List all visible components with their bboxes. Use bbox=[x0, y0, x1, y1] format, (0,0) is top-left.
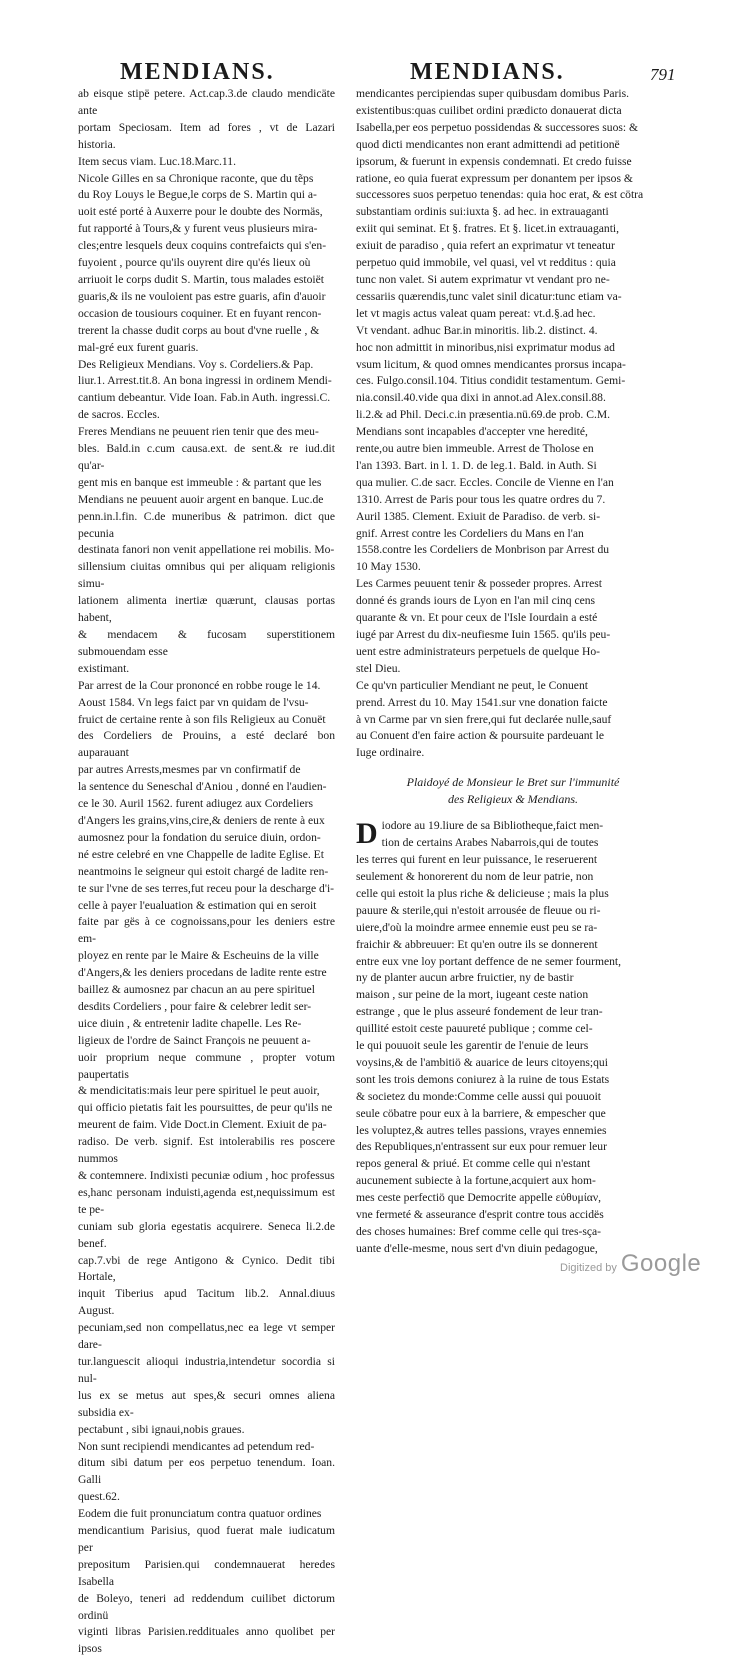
right-column-text bbox=[356, 86, 670, 762]
right-column-line: au Conuent d'en faire action & poursuite pardeuant le bbox=[356, 729, 605, 743]
right-column-line: 1558.contre les Cordeliers de Monbrison par Arrest du bbox=[356, 543, 610, 557]
digitized-by-text: Digitized by bbox=[560, 1262, 617, 1274]
google-digitized-watermark bbox=[560, 1250, 701, 1278]
left-column-line: des Cordeliers de Prouins, a esté declaré bon auparauant bbox=[78, 729, 335, 760]
left-column-line: cap.7.vbi de rege Antigono & Cynico. Dedit tibi Hortale, bbox=[78, 1253, 335, 1284]
left-column-line: te sur l'vne de ses terres,fut receu pour la descharge d'i- bbox=[78, 881, 335, 895]
left-column-line: & mendicitatis:mais leur pere spirituel le peut auoir, bbox=[78, 1084, 320, 1098]
plaidoye-line: iodore au 19.liure de sa Bibliotheque,faict men- bbox=[381, 819, 604, 833]
left-column-line: sillensium ciuitas omnibus qui per aliquam religionis simu- bbox=[78, 560, 335, 591]
plaidoye-line: aucunement subiecte à la fortune,acquiert aux hom- bbox=[356, 1174, 596, 1188]
right-column-line: Isabella,per eos perpetuo possidendas & successores suos: & bbox=[356, 120, 639, 134]
plaidoye-line: seule cöbatre pour eux à la barriere, & empescher que bbox=[356, 1106, 606, 1120]
left-column-line: d'Angers les grains,vins,cire,& deniers de rente à eux bbox=[78, 813, 325, 827]
left-column-line: tur.languescit alioqui industria,intendetur socordia si nul- bbox=[78, 1354, 335, 1385]
left-column-line: cles;entre lesquels deux coquins contrefaicts qui s'en- bbox=[78, 239, 327, 253]
right-column-line: hoc non admittit in minoribus,nisi exprimatur modus ad bbox=[356, 340, 615, 354]
left-column-line: portam Speciosam. Item ad fores , vt de Lazari historia. bbox=[78, 120, 335, 151]
right-column-line: l'an 1393. Bart. in l. 1. D. de leg.1. Bald. in Auth. Si bbox=[356, 458, 597, 472]
left-column-line: occasion de tousiours coquiner. Et en fuyant rencon- bbox=[78, 306, 322, 320]
right-column-line: tunc non valet. Si autem exprimatur vt vendant pro ne- bbox=[356, 272, 610, 286]
right-column-line: uent estre administrateurs perpetuels de quelque Ho- bbox=[356, 644, 601, 658]
left-column-line: trerent la chasse dudit corps au bout d'vne ruelle , & bbox=[78, 323, 320, 337]
left-column-line: es,hanc personam induisti,agenda est,nequissimum est te pe- bbox=[78, 1185, 335, 1216]
left-column-line: par autres Arrests,mesmes par vn confirmatif de bbox=[78, 763, 301, 777]
left-column-line: meurent de faim. Vide Doct.in Clement. Exiuit de pa- bbox=[78, 1118, 327, 1132]
right-column-line: mendicantes percipiendas super quibusdam domibus Paris. bbox=[356, 87, 630, 100]
plaidoye-line: le qui pouuoit seule les garentir de l'enuie de leurs bbox=[356, 1039, 589, 1053]
right-column-line: Auril 1385. Clement. Exiuit de Paradiso. de verb. si- bbox=[356, 509, 601, 523]
left-column-line: arriuoit le corps dudit S. Martin, tous malades estoiët bbox=[78, 272, 324, 286]
right-column-line: exiit qui seminat. Et §. fratres. Et §. licet.in extrauaganti, bbox=[356, 222, 620, 236]
page-number: 791 bbox=[650, 65, 676, 84]
left-column-line: baillez & aumosnez par chacun an au pere spirituel bbox=[78, 983, 315, 997]
right-column-line: cessariis quærendis,tunc valet sinil dicatur:tunc etiam va- bbox=[356, 289, 622, 303]
plaidoye-line: vne fermeté & asseurance d'esprit contre tous accidës bbox=[356, 1208, 604, 1222]
right-column-line: ipsorum, & fuerunt in expensis condemnati. Et credo fuisse bbox=[356, 154, 632, 168]
left-column-line: uice diuin , & entretenir ladite chapelle. Les Re- bbox=[78, 1016, 302, 1030]
plaidoye-line: des choses humaines: Bref comme celle qui tres-sça- bbox=[356, 1225, 601, 1238]
right-column-line: donné és grands iours de Lyon en l'an mil cinq cens bbox=[356, 594, 596, 608]
plaidoye-line: estrange , que le plus asseuré fondement de leur tran- bbox=[356, 1005, 603, 1019]
left-column-line: penn.in.l.fin. C.de muneribus & patrimon. dict que pecunia bbox=[78, 509, 335, 540]
right-column-line: gnif. Arrest contre les Cordeliers du Mans en l'an bbox=[356, 526, 584, 540]
left-column-line: Mendians ne peuuent auoir argent en banque. Luc.de bbox=[78, 492, 324, 506]
left-column-line: bles. Bald.in c.cum causa.ext. de sent.& re iud.dit qu'ar- bbox=[78, 442, 335, 472]
right-column-line: existentibus:quas cuilibet ordini prædicto donauerat dicta bbox=[356, 103, 622, 117]
right-column-line: prend. Arrest du 10. May 1541.sur vne donation faicte bbox=[356, 695, 608, 709]
plaidoye-line: maison , sur peine de la mort, iugeant ceste nation bbox=[356, 988, 589, 1002]
left-column-line: Nicole Gilles en sa Chronique raconte, que du tẽps bbox=[78, 171, 314, 185]
right-column-line: li.2.& ad Phil. Deci.c.in præsentia.nü.69.de prob. C.M. bbox=[356, 408, 611, 422]
left-column-line: uoir proprium neque commune , propter votum paupertatis bbox=[78, 1050, 335, 1081]
plaidoye-line: entre eux vne loy portant deffence de ne semer fourment, bbox=[356, 954, 622, 968]
left-column-line: Freres Mendians ne peuuent rien tenir que des meu- bbox=[78, 425, 319, 439]
left-column-line: Item secus viam. Luc.18.Marc.11. bbox=[78, 154, 236, 168]
right-column-line: ces. Fulgo.consil.104. Titius condidit testamentum. Gemi- bbox=[356, 374, 626, 388]
right-running-head: MENDIANS. bbox=[410, 59, 565, 85]
plaidoye-line: repos general & priué. Et comme celle qui n'estant bbox=[356, 1157, 591, 1171]
section-title-line-1: Plaidoyé de Monsieur le Bret sur l'immunité bbox=[406, 775, 620, 790]
right-column-line: substantiam ordinis sui:iuxta §. ad hec. in extrauaganti bbox=[356, 205, 609, 219]
right-column-line: successores suos perpetuo tenendas: quia hoc erat, & est cötra bbox=[356, 188, 644, 202]
plaidoye-line: & societez du monde:Comme celle aussi qui pouuoit bbox=[356, 1089, 602, 1103]
right-column-line: Iuge ordinaire. bbox=[356, 746, 425, 760]
plaidoye-line: les voluptez,& autres telles passions, vrayes ennemies bbox=[356, 1123, 607, 1137]
left-column-line: ab eisque stipë petere. Act.cap.3.de claudo mendicäte ante bbox=[78, 87, 335, 117]
right-column-line: qua mulier. C.de sacr. Eccles. Concile de Vienne en l'an bbox=[356, 475, 614, 489]
left-column-line: lationem alimenta inertiæ quærunt, clausas portas habent, bbox=[78, 594, 335, 625]
left-column-line: & mendacem & fucosam superstitionem submouendam esse bbox=[78, 628, 335, 658]
left-column-text bbox=[78, 86, 335, 1658]
left-column-line: qui officio pietatis fait les poursuittes, de peur qu'ils ne bbox=[78, 1101, 333, 1115]
left-column-line: Des Religieux Mendians. Voy s. Cordeliers.& Pap. bbox=[78, 357, 314, 371]
left-column-line: Non sunt recipiendi mendicantes ad petendum red- bbox=[78, 1439, 315, 1453]
right-column-line: Mendians sont incapables d'accepter vne heredité, bbox=[356, 425, 588, 439]
left-column-line: existimant. bbox=[78, 661, 130, 675]
right-column-line: exiuit de paradiso , quia refert an exprimatur vt teneatur bbox=[356, 239, 615, 253]
plaidoye-line: voysins,& de l'ambitiö & auarice de leurs citoyens;qui bbox=[356, 1055, 608, 1069]
left-column-line: uoit esté porté à Auxerre pour le doubte des Normäs, bbox=[78, 205, 323, 219]
section-title bbox=[356, 774, 670, 808]
right-column-line: 1310. Arrest de Paris pour tous les quatre ordres du 7. bbox=[356, 492, 606, 506]
plaidoye-line: pauure & sterile,qui n'estoit arrousée de fleuue ou ri- bbox=[356, 903, 601, 917]
left-column-line: gent mis en banque est immeuble : & partant que les bbox=[78, 475, 322, 489]
left-running-head: MENDIANS. bbox=[120, 59, 275, 85]
left-column-line: & contemnere. Indixisti pecuniæ odium , hoc professus bbox=[78, 1169, 335, 1182]
left-column-line: pectabunt , sibi ignaui,nobis graues. bbox=[78, 1422, 245, 1436]
plaidoye-line: quillité estoit ceste pauureté publique ; comme cel- bbox=[356, 1022, 593, 1036]
right-column-line: rente,ou autre bien immeuble. Arrest de Tholose en bbox=[356, 442, 594, 456]
left-column-line: lus ex se metus aut spes,& securi omnes aliena subsidia ex- bbox=[78, 1388, 335, 1419]
left-column-line: celle à payer l'eualuation & estimation qui en seroit bbox=[78, 898, 317, 912]
right-column-line: à vn Carme par vn sien frere,qui fut declarée nulle,sauf bbox=[356, 712, 612, 726]
left-column-line: viginti libras Parisien.reddituales anno quolibet per ipsos bbox=[78, 1625, 335, 1656]
left-column-line: du Roy Louys le Begue,le corps de S. Martin qui a- bbox=[78, 188, 317, 202]
right-column-line: perpetuo quid immobile, vel quasi, vel vt redditus : quia bbox=[356, 256, 616, 270]
left-column-line: inquit Tiberius apud Tacitum lib.2. Annal.diuus August. bbox=[78, 1287, 335, 1318]
right-column-line: 10 May 1530. bbox=[356, 560, 421, 574]
right-column-line: stel Dieu. bbox=[356, 661, 401, 675]
left-column-line: cantium debeantur. Vide Ioan. Fab.in Auth. ingressi.C. bbox=[78, 391, 331, 405]
left-column-line: fut rapporté à Tours,& y furent veus plusieurs mira- bbox=[78, 222, 318, 236]
left-column-line: prepositum Parisien.qui condemnauerat heredes Isabella bbox=[78, 1557, 335, 1588]
left-column-line: pecuniam,sed non compellatus,nec ea lege vt semper dare- bbox=[78, 1321, 335, 1352]
plaidoye-text bbox=[356, 818, 670, 1258]
left-column-line: Aoust 1584. Vn legs faict par vn quidam de l'vsu- bbox=[78, 695, 309, 709]
plaidoye-body bbox=[356, 818, 670, 1258]
left-column-line: neantmoins le seigneur qui estoit chargé de ladite ren- bbox=[78, 864, 329, 878]
right-column-line: vsum licitum, & quod omnes mendicantes prorsus incapa- bbox=[356, 357, 626, 371]
left-column-line: né estre celebré en vne Chappelle de ladite Eglise. Et bbox=[78, 847, 324, 861]
left-column-line: liur.1. Arrest.tit.8. An bona ingressi in ordinem Mendi- bbox=[78, 374, 332, 388]
left-column-line: ce le 30. Auril 1562. furent adiugez aux Cordeliers bbox=[78, 797, 314, 811]
right-column-line: let vt magis actus valeat quam pereat: vt.d.§.ad hec. bbox=[356, 306, 596, 320]
plaidoye-line: uiere,d'où la moindre armee ennemie eust peu se ra- bbox=[356, 920, 598, 934]
left-column-line: ligieux de l'ordre de Sainct François ne peuuent a- bbox=[78, 1033, 311, 1047]
right-column-line: nia.consil.40.vide qua dixi in annot.ad Alex.consil.88. bbox=[356, 391, 606, 405]
left-column-line: desdits Cordeliers , pour faire & celebrer ledit ser- bbox=[78, 999, 312, 1013]
left-column-line: quest.62. bbox=[78, 1490, 120, 1504]
plaidoye-line: sont les trois demons coniurez à la ruine de tous Estats bbox=[356, 1072, 610, 1086]
left-column bbox=[78, 86, 335, 1658]
drop-cap: D bbox=[356, 817, 378, 851]
plaidoye-line: celle qui estoit la plus riche & delicieuse ; mais la plus bbox=[356, 886, 609, 900]
left-column-line: de sacros. Eccles. bbox=[78, 408, 160, 422]
section-title-line-2: des Religieux & Mendians. bbox=[448, 792, 578, 807]
right-column-line: Ce qu'vn particulier Mendiant ne peut, le Conuent bbox=[356, 678, 588, 692]
right-column-line: Vt vendant. adhuc Bar.in minoritis. lib.2. distinct. 4. bbox=[356, 323, 598, 337]
right-column-line: quarante & vn. Et pour ceux de l'Isle Iourdain a esté bbox=[356, 611, 598, 625]
plaidoye-line: fraichir & abbreuuer: Et qu'en outre ils se donnerent bbox=[356, 937, 598, 951]
right-column-line: Les Carmes peuuent tenir & posseder propres. Arrest bbox=[356, 577, 602, 591]
plaidoye-line: des Republiques,n'entrassent sur eux pour remuer leur bbox=[356, 1140, 607, 1154]
google-logo-text: Google bbox=[620, 1250, 702, 1277]
left-column-line: ployez en rente par le Maire & Escheuins de la ville bbox=[78, 949, 319, 963]
left-column-line: Eodem die fuit pronunciatum contra quatuor ordines bbox=[78, 1507, 322, 1521]
left-column-line: mendicantium Parisius, quod fuerat male iudicatum per bbox=[78, 1524, 335, 1554]
left-column-line: ditum sibi datum per eos perpetuo tenendum. Ioan. Galli bbox=[78, 1456, 335, 1487]
left-column-line: destinata fanori non venit appellatione rei mobilis. Mo- bbox=[78, 543, 335, 557]
left-column-line: la sentence du Seneschal d'Aniou , donné en l'audien- bbox=[78, 780, 327, 794]
plaidoye-line: mes ceste perfectiö que Democrite appelle εὐθυμίαν, bbox=[356, 1191, 602, 1205]
left-column-line: cuniam sub gloria egestatis acquirere. Seneca li.2.de benef. bbox=[78, 1219, 335, 1250]
plaidoye-line: les terres qui furent en leur puissance, le reseruerent bbox=[356, 853, 598, 867]
left-column-line: Par arrest de la Cour prononcé en robbe rouge le 14. bbox=[78, 678, 321, 692]
plaidoye-line: seulement & honorerent du nom de leur patrie, non bbox=[356, 869, 594, 883]
left-column-line: aumosnez pour la fondation du seruice diuin, ordon- bbox=[78, 830, 321, 844]
right-column-line: ratione, eo quia fuerat expressum per donantem per ipsos & bbox=[356, 171, 633, 185]
left-column-line: fruict de certaine rente à son fils Religieux au Conuët bbox=[78, 712, 326, 726]
left-column-line: guaris,& ils ne vouloient pas estre guaris, afin d'auoir bbox=[78, 289, 326, 303]
right-column bbox=[356, 86, 670, 1258]
left-column-line: de Boleyo, teneri ad reddendum cuilibet dictorum ordinü bbox=[78, 1591, 335, 1622]
left-column-line: mal-gré eux furent guaris. bbox=[78, 340, 199, 354]
left-column-line: fuyoient , pource qu'ils ouyrent dire qu'és lieux où bbox=[78, 256, 311, 270]
plaidoye-line: uante d'elle-mesme, nous sert d'vn diuin pedagogue, bbox=[356, 1241, 598, 1255]
right-column-line: quod dicti mendicantes non erant admittendi ad petitionë bbox=[356, 137, 620, 151]
left-column-line: faite par gës à ce cognoissans,pour les deniers estre em- bbox=[78, 915, 335, 946]
left-column-line: radiso. De verb. signif. Est intolerabilis res poscere nummos bbox=[78, 1135, 335, 1166]
right-column-line: iugé par Arrest du dix-neufiesme Iuin 1565. qu'ils peu- bbox=[356, 628, 611, 641]
plaidoye-line: ny de planter aucun arbre fruictier, ny de bastir bbox=[356, 971, 574, 985]
plaidoye-line: tion de certains Arabes Nabarrois,qui de toutes bbox=[381, 836, 599, 850]
left-column-line: d'Angers,& les deniers procedans de ladite rente estre bbox=[78, 966, 327, 980]
